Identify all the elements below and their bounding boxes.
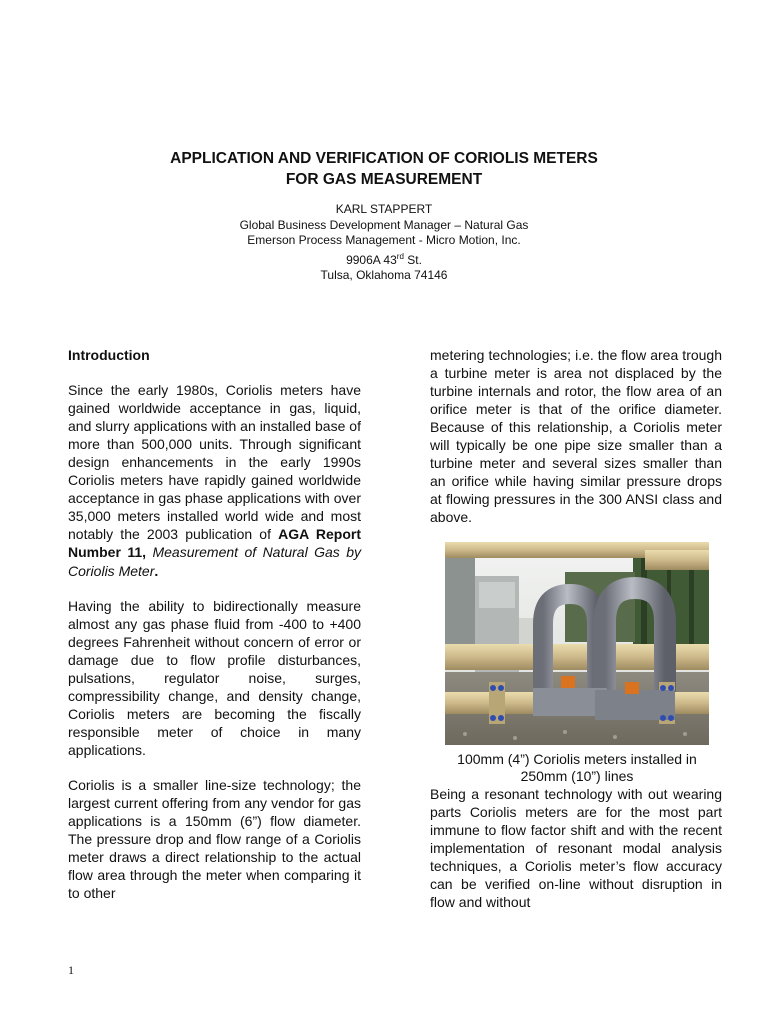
street-suffix: rd bbox=[396, 251, 404, 261]
author-city: Tulsa, Oklahoma 74146 bbox=[320, 268, 448, 283]
section-heading-introduction: Introduction bbox=[68, 347, 150, 363]
street-end: St. bbox=[403, 252, 422, 267]
street-number: 9906A 43 bbox=[346, 252, 397, 267]
intro-paragraph-3: Coriolis is a smaller line-size technology; the largest current offering from any vendor for gas applications is a 150mm (6”) flow diameter. The pressure drop and flow range of a Coriolis meter draws a direct relationship to the actual flow area through the meter when comparing it to other bbox=[68, 776, 361, 902]
left-column bbox=[68, 346, 361, 902]
aga-report-title: Measurement of Natural Gas by Coriolis Meter bbox=[68, 544, 362, 579]
intro-paragraph-1-text: Since the early 1980s, Coriolis meters have gained worldwide acceptance in gas, liquid, and slurry applications with an installed base of more than 500,000 units. Through significant design enhancements in the early 1990s Coriolis meters have rapidly gained worldwide acceptance in gas phase applications with over 35,000 meters installed world wide and most notably the 2003 publication of bbox=[68, 382, 361, 543]
author-company: Emerson Process Management - Micro Motion, Inc. bbox=[247, 233, 521, 248]
figure-caption bbox=[445, 751, 709, 785]
author-street bbox=[0, 249, 768, 269]
right-paragraph-2: Being a resonant technology with out wearing parts Coriolis meters are for the most part immune to flow factor shift and with the recent implementation of resonant modal analysis techniques, a Coriolis meter’s flow accuracy can be verified on-line without disruption in flow and without bbox=[430, 785, 722, 910]
intro-paragraph-2: Having the ability to bidirectionally measure almost any gas phase fluid from -400 to +400 degrees Fahrenheit without concern of error or damage due to flow profile disturbances, pulsations, regulator noise, surges, compressibility change, and density change, Coriolis meters are becoming the fiscally responsible meter of choice in many applications. bbox=[68, 597, 361, 758]
author-block bbox=[0, 202, 768, 284]
right-column bbox=[430, 346, 722, 911]
figure-caption-line-1: 100mm (4”) Coriolis meters installed in bbox=[457, 750, 697, 767]
page-number: 1 bbox=[68, 963, 74, 977]
paragraph-end-period: . bbox=[154, 562, 159, 579]
intro-paragraph-1 bbox=[68, 381, 361, 580]
author-name: KARL STAPPERT bbox=[335, 202, 433, 216]
title-line-2: FOR GAS MEASUREMENT bbox=[285, 171, 483, 188]
author-position: Global Business Development Manager – Natural Gas bbox=[239, 217, 529, 232]
figure-caption-line-2: 250mm (10”) lines bbox=[520, 767, 634, 784]
aga-report-reference: AGA Report Number 11, bbox=[68, 526, 361, 561]
paper-title bbox=[0, 148, 768, 190]
right-paragraph-1: metering technologies; i.e. the flow area trough a turbine meter is area not displaced by the turbine internals and rotor, the flow area of an orifice meter is that of the orifice diameter. Because of this relationship, a Coriolis meter will typically be one pipe size smaller than a turbine meter and several sizes smaller than an orifice while having similar pressure drops at flowing pressures in the 300 ANSI class and above. bbox=[430, 347, 722, 526]
coriolis-meters-photo bbox=[445, 542, 709, 745]
title-line-1: APPLICATION AND VERIFICATION OF CORIOLIS METERS bbox=[170, 150, 598, 167]
figure bbox=[445, 542, 709, 784]
